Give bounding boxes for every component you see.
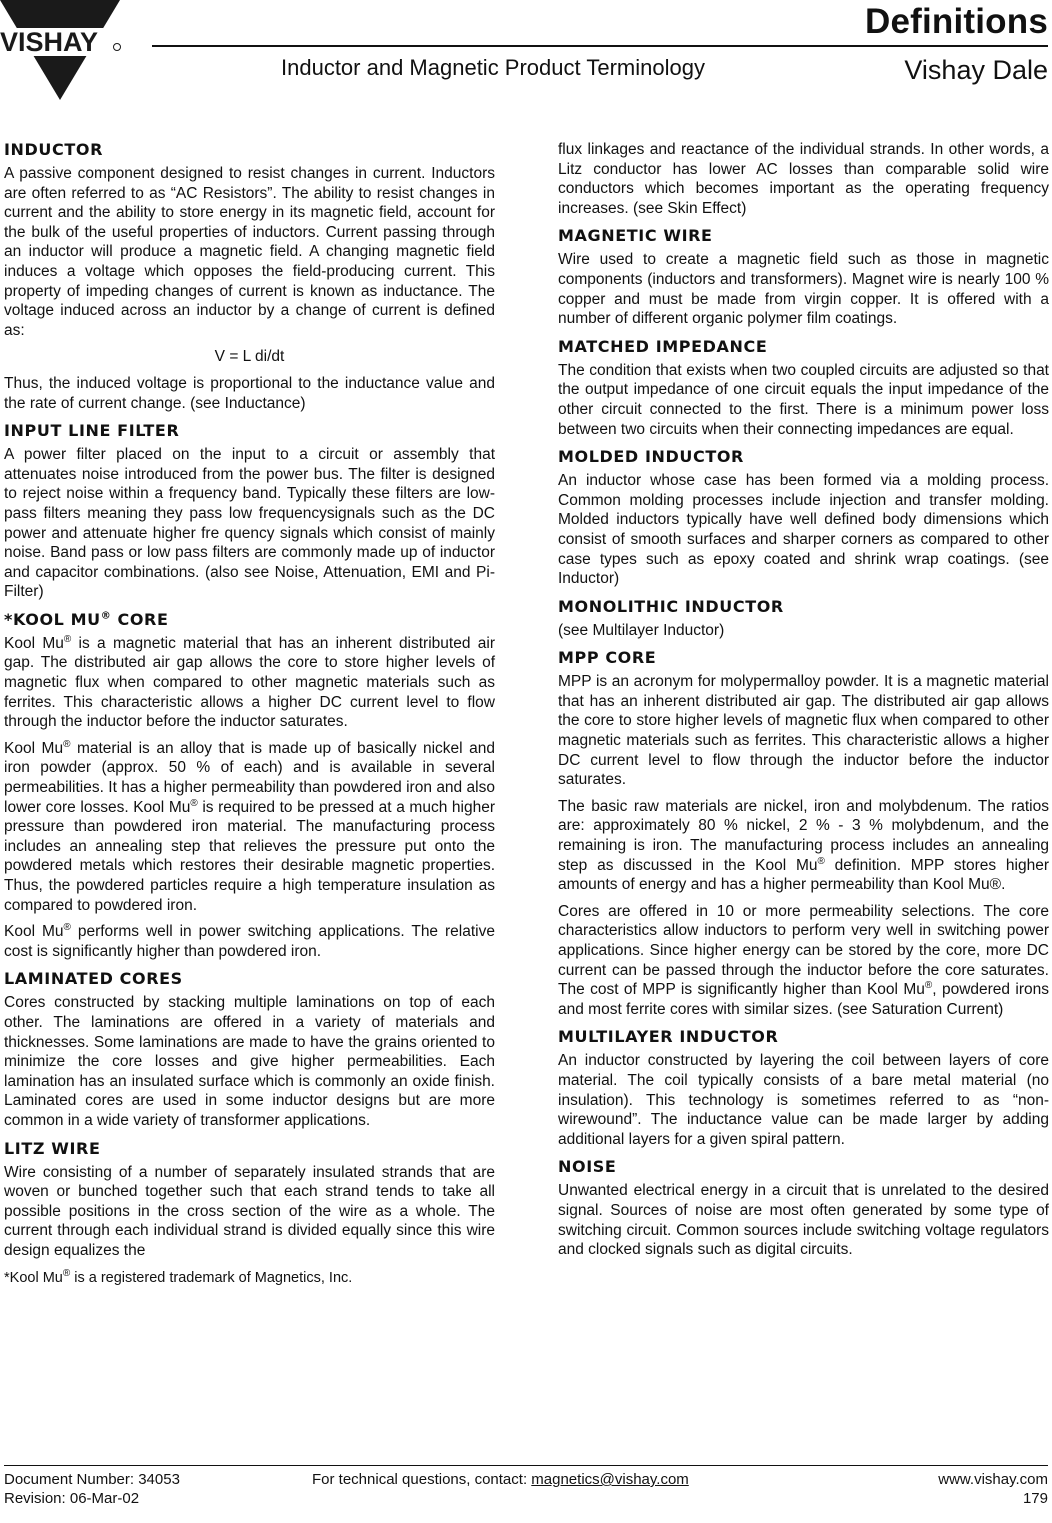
footer-left xyxy=(4,1470,180,1508)
section-title: MPP CORE xyxy=(558,648,657,668)
logo-wordmark: VISHAY xyxy=(0,27,99,57)
document-number: Document Number: 34053 xyxy=(4,1471,180,1488)
paragraph: Kool Mu® performs well in power switching applications. The relative cost is significantly higher than powdered iron. xyxy=(4,922,495,960)
paragraph: Unwanted electrical energy in a circuit that is unrelated to the desired signal. Sources of noise are most often generated by some type of switching circuit. Common sources include switching voltage regulators and clocked signals such as digital circuits. xyxy=(558,1182,1049,1259)
page-title: Definitions xyxy=(864,2,1048,41)
paragraph: The condition that exists when two coupled circuits are adjusted so that the output impedance of one circuit equals the input impedance of the other circuit connected to the first. There is a minimum power loss between two circuits when their connecting impedances are equal. xyxy=(558,361,1049,438)
paragraph: Cores constructed by stacking multiple laminations on top of each other. The laminations are offered in a variety of materials and thicknesses. Some laminations are made to have the grains oriented to minimize the core losses and give higher permeabilities. Each lamination has an insulated surface which is commonly an oxide finish. Laminated cores are used in some inductor designs but are more common in a wide variety of transformer applications. xyxy=(4,994,495,1129)
right-column xyxy=(558,140,1049,1268)
paragraph: MPP is an acronym for molypermalloy powder. It is a magnetic material that has an inherent distributed air gap. The distributed air gap allows the core to store higher levels of magnetic flux when compared to other magnetic materials such as ferrites. This characteristic allows a higher DC current level to flow through the inductor before the inductor saturates. xyxy=(558,673,1049,789)
section-litz-wire xyxy=(4,1139,495,1261)
section-mpp-core xyxy=(558,648,1049,1019)
section-litz-continued xyxy=(558,140,1049,218)
section-monolithic-inductor xyxy=(558,597,1049,641)
paragraph: Wire consisting of a number of separately insulated strands that are woven or bunched together such that each strand tends to take all possible positions in the cross section of the wire as a whole. The current through each individual strand is divided equally since this wire design equalizes the xyxy=(4,1163,495,1259)
paragraph: flux linkages and reactance of the individual strands. In other words, a Litz conductor has lower AC losses than comparable solid wire conductors which becomes important as the operating frequency increases. (see Skin Effect) xyxy=(558,141,1049,217)
footer-rule xyxy=(4,1465,1048,1466)
revision: Revision: 06-Mar-02 xyxy=(4,1490,140,1507)
paragraph: Thus, the induced voltage is proportional to the inductance value and the rate of current change. (see Inductance) xyxy=(4,374,495,412)
paragraph: Kool Mu® material is an alloy that is made up of basically nickel and iron powder (approx. 50 % of each) and is available in several permeabilities. It has a higher permeability than powdered iron and also lower core losses. Kool Mu® is required to be pressed at a much higher pressure than powdered iron material. The manufacturing process includes an annealing step that relieves the pressure put onto the powdered metals which restores their desirable magnetic properties. Thus, the powdered particles require a high temperature insulation as compared to powdered iron. xyxy=(4,738,496,914)
trademark-footnote: *Kool Mu® is a registered trademark of Magnetics, Inc. xyxy=(4,1267,353,1286)
section-magnetic-wire xyxy=(558,226,1049,328)
section-title: MULTILAYER INDUCTOR xyxy=(558,1027,779,1047)
section-title: *KOOL MU® CORE xyxy=(4,609,169,629)
header-rule xyxy=(152,45,1048,47)
section-multilayer-inductor xyxy=(558,1027,1049,1149)
paragraph: Wire used to create a magnetic field such as those in magnetic components (inductors and transformers). Magnet wire is nearly 100 % copper and must be made from virgin copper. It is offered with a number of different organic polymer film coatings. xyxy=(558,251,1049,328)
section-kool-mu-core xyxy=(4,610,495,962)
section-title: LAMINATED CORES xyxy=(4,969,183,989)
page-subtitle: Inductor and Magnetic Product Terminology xyxy=(281,55,705,80)
formula: V = L di/dt xyxy=(214,348,285,366)
footer-right xyxy=(938,1470,1048,1508)
section-title: INDUCTOR xyxy=(4,140,103,159)
brand-name: Vishay Dale xyxy=(904,55,1048,85)
contact-label: For technical questions, contact: xyxy=(312,1471,532,1488)
paragraph: An inductor constructed by layering the coil between layers of core material. The coil typically consists of a bare metal material (no insulation). This technology is sometimes referred to as “non-wirewound”. The inductance value can be made larger by adding additional layers for a given spiral pattern. xyxy=(558,1052,1049,1148)
section-noise xyxy=(558,1157,1049,1259)
paragraph: (see Multilayer Inductor) xyxy=(558,621,725,639)
paragraph: An inductor whose case has been formed via a molding process. Common molding processes include injection and transfer molding. Molded inductors typically have well defined body dimensions which consist of smooth surfaces and sharper corners as compared to other case types such as epoxy coated and shrink wrap coatings. (see Inductor) xyxy=(558,472,1049,588)
paragraph: Cores are offered in 10 or more permeability selections. The core characteristics allow inductors to perform very well in switching power applications. Since higher energy can be stored by the core, more DC current can be passed through the inductor before the core saturates. The cost of MPP is significantly higher than Kool Mu®, powdered irons and most ferrite cores with similar sizes. (see Saturation Current) xyxy=(558,902,1050,1018)
vishay-logo-icon xyxy=(0,0,125,100)
section-title: NOISE xyxy=(558,1157,617,1177)
section-title: LITZ WIRE xyxy=(4,1138,101,1158)
paragraph: A power filter placed on the input to a circuit or assembly that attenuates noise introduced from the power bus. The filter is designed to reject noise within a frequency band. Typically these filters are low-pass filters meaning they pass low frequencysignals such as the DC power and attenuate higher fre quency signals which consist of mainly noise. Band pass or low pass filters are commonly made up of inductor and capacitor combinations. (also see Noise, Attenuation, EMI and Pi-Filter) xyxy=(4,446,495,601)
paragraph: Kool Mu® is a magnetic material that has an inherent distributed air gap. The distributed air gap allows the core to store higher levels of magnetic flux when compared to other magnetic materials such as ferrites. This characteristic allows a higher DC current level to flow through the inductor before the inductor saturates. xyxy=(4,633,495,731)
contact-email-link[interactable]: magnetics@vishay.com xyxy=(531,1471,689,1488)
section-title: MATCHED IMPEDANCE xyxy=(558,336,768,356)
footer-contact xyxy=(312,1470,689,1489)
section-matched-impedance xyxy=(558,337,1049,439)
paragraph: The basic raw materials are nickel, iron and molybdenum. The ratios are: approximately 80 % nickel, 2 % - 3 % molybdenum, and the remaining is iron. The manufacturing process includes an annealing step as discussed in the Kool Mu® definition. MPP stores higher amounts of energy and has a higher permeability than Kool Mu®. xyxy=(558,797,1049,894)
section-input-line-filter xyxy=(4,421,495,602)
section-title: INPUT LINE FILTER xyxy=(4,421,180,441)
vishay-logo xyxy=(0,0,125,100)
section-laminated-cores xyxy=(4,969,495,1130)
section-molded-inductor xyxy=(558,447,1049,589)
section-title: MAGNETIC WIRE xyxy=(558,226,713,246)
section-title: MOLDED INDUCTOR xyxy=(558,447,744,467)
page-number: 179 xyxy=(1022,1490,1048,1507)
paragraph: A passive component designed to resist changes in current. Inductors are often referred to as “AC Resistors”. The ability to resist changes in current and the ability to store energy in its magnetic field, account for the bulk of the useful properties of inductors. Current passing through an inductor will produce a magnetic field. A changing magnetic field induces a voltage which opposes the field-producing current. This property of impeding changes of current is known as inductance. The voltage induced across an inductor by a change of current is defined as: xyxy=(4,165,495,339)
section-title: MONOLITHIC INDUCTOR xyxy=(558,596,784,616)
left-column xyxy=(4,140,495,1288)
website-link[interactable]: www.vishay.com xyxy=(938,1471,1048,1488)
section-inductor xyxy=(4,140,495,413)
